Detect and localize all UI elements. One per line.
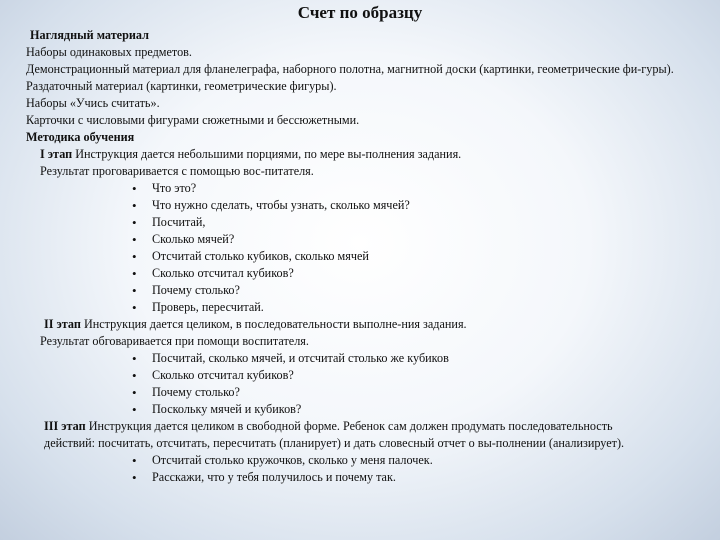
stage2-label: II этап <box>44 317 81 331</box>
materials-item: Раздаточный материал (картинки, геометрические фигуры). <box>26 79 337 93</box>
materials-item: Наборы одинаковых предметов. <box>26 45 192 59</box>
method-heading: Методика обучения <box>26 130 135 144</box>
stage2-bullet: • Сколько отсчитал кубиков? <box>26 367 686 384</box>
materials-heading: Наглядный материал <box>30 28 149 42</box>
stage1-label: I этап <box>40 147 73 161</box>
slide-content <box>26 27 686 486</box>
stage3-label: III этап <box>44 419 86 433</box>
stage1-bullet: • Почему столько? <box>26 282 686 299</box>
materials-item: Карточки с числовыми фигурами сюжетными и бессюжетными. <box>26 113 360 127</box>
stage2-bullet: • Посчитай, сколько мячей, и отсчитай столько же кубиков <box>26 350 686 367</box>
stage1-bullet: • Что это? <box>26 180 686 197</box>
stage1-bullet: • Сколько отсчитал кубиков? <box>26 265 686 282</box>
stage1-bullet: • Посчитай, <box>26 214 686 231</box>
materials-item: Наборы «Учись считать». <box>26 96 160 110</box>
slide-title: Счет по образцу <box>297 3 423 22</box>
stage2-result: Результат обговаривается при помощи воспитателя. <box>40 334 309 348</box>
stage3-bullet: • Отсчитай столько кружочков, сколько у меня палочек. <box>26 452 686 469</box>
stage2-bullet: • Поскольку мячей и кубиков? <box>26 401 686 418</box>
stage1-result: Результат проговаривается с помощью вос-питателя. <box>40 164 314 178</box>
stage1-text: Инструкция дается небольшими порциями, по мере вы-полнения задания. <box>72 147 462 161</box>
stage3-paragraph <box>26 418 686 452</box>
stage2-text: Инструкция дается целиком, в последовательности выполне-ния задания. <box>80 317 467 331</box>
stage2-paragraph <box>26 316 686 333</box>
stage2-bullet: • Почему столько? <box>26 384 686 401</box>
stage1-bullet: • Сколько мячей? <box>26 231 686 248</box>
stage1-bullet: • Что нужно сделать, чтобы узнать, сколько мячей? <box>26 197 686 214</box>
stage3-bullet: • Расскажи, что у тебя получилось и почему так. <box>26 469 686 486</box>
stage3-text: Инструкция дается целиком в свободной форме. Ребенок сам должен продумать последовательность действий: посчитать, отсчитать, пересчитать (планирует) и дать словесный отчет о вы-полнении (анализирует). <box>44 419 625 450</box>
stage1-paragraph <box>26 146 686 163</box>
materials-item: Демонстрационный материал для фланелеграфа, наборного полотна, магнитной доски (картинки, геометрические фи-гуры). <box>26 62 674 76</box>
stage1-bullet: • Отсчитай столько кубиков, сколько мячей <box>26 248 686 265</box>
stage1-bullet: • Проверь, пересчитай. <box>26 299 686 316</box>
